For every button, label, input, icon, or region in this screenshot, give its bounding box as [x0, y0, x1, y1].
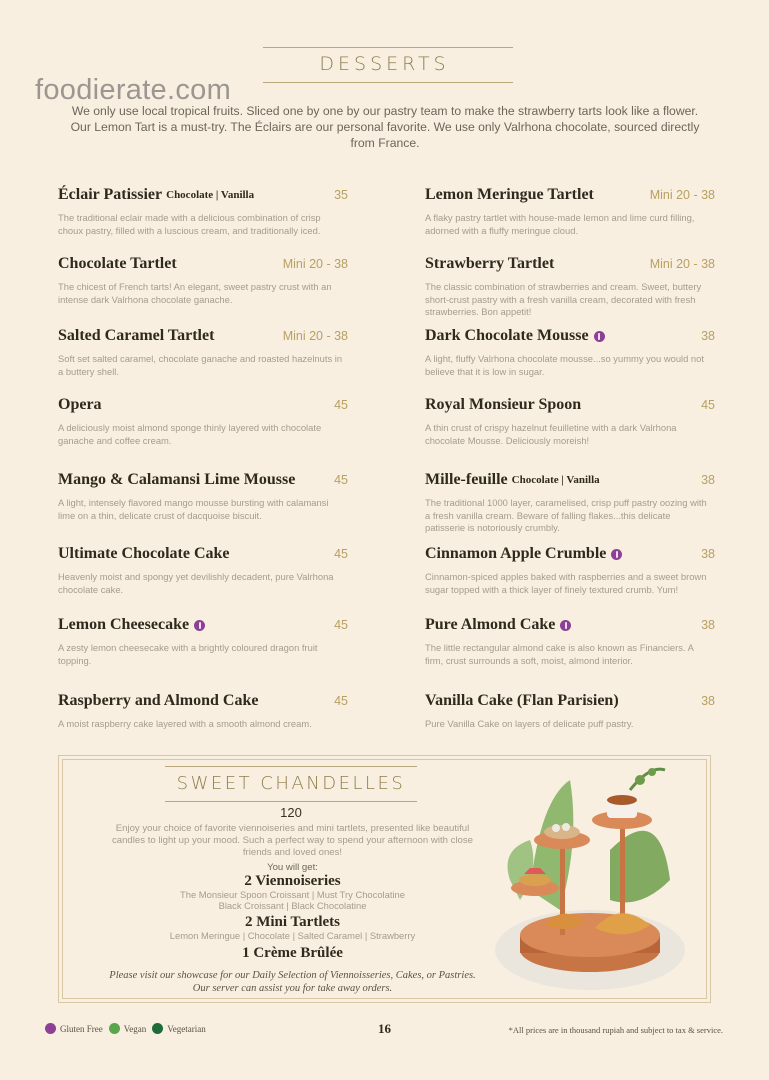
item-name: Lemon Cheesecake: [58, 616, 190, 633]
item-description: The little rectangular almond cake is also known as Financiers. A firm, crust surrounds a soft, moist, almond interior.: [425, 642, 694, 666]
menu-item: [58, 255, 348, 306]
gluten-free-icon: [194, 620, 205, 631]
item-variant: Chocolate | Vanilla: [511, 474, 600, 486]
chandelles-rule-bottom: [165, 801, 417, 802]
item-variant: Chocolate | Vanilla: [166, 189, 255, 201]
title-rule-bottom: [263, 82, 513, 83]
item-description: Pure Vanilla Cake on layers of delicate puff pastry.: [425, 718, 634, 729]
gluten-free-icon: [611, 549, 622, 560]
item-description: A deliciously moist almond sponge thinly layered with chocolate ganache and coffee cream.: [58, 422, 322, 446]
pastry-stand-illustration: [490, 760, 700, 1000]
menu-item: [58, 186, 348, 237]
showcase-note-line-1: Please visit our showcase for our Daily Selection of Viennoisseries, Cakes, or Pastries.: [109, 970, 476, 981]
chandelles-price: 120: [280, 805, 302, 820]
menu-item: [58, 692, 348, 731]
item-name: Chocolate Tartlet: [58, 255, 177, 272]
menu-item: [425, 327, 715, 378]
menu-item: [425, 471, 715, 535]
item-price: 45: [334, 473, 348, 487]
showcase-note: [90, 969, 495, 995]
item-price: 38: [701, 329, 715, 343]
page-number: 16: [378, 1021, 391, 1036]
legend-label: Vegan: [123, 1023, 147, 1034]
menu-item: [58, 327, 348, 378]
chandelles-viennoiseries-options-1: The Monsieur Spoon Croissant | Must Try Chocolatine: [180, 889, 405, 900]
legend-label: Vegetarian: [167, 1023, 206, 1034]
showcase-note-line-2: Our server can assist you for take away orders.: [192, 983, 393, 994]
item-name: Lemon Meringue Tartlet: [425, 186, 594, 203]
menu-item: [58, 616, 348, 667]
menu-item: [58, 545, 348, 596]
item-description: A flaky pastry tartlet with house-made lemon and lime curd filling, adorned with a fluffy meringue cloud.: [425, 212, 695, 236]
item-description: The traditional eclair made with a delicious combination of crisp choux pastry, filled with a luscious cream, and traditionally iced.: [58, 212, 321, 236]
item-name: Raspberry and Almond Cake: [58, 692, 259, 709]
chandelles-creme-brulee-heading: 1 Crème Brûlée: [242, 945, 343, 961]
section-title: DESSERTS: [319, 53, 450, 75]
gluten-free-icon: [560, 620, 571, 631]
item-price: 38: [701, 547, 715, 561]
chandelles-you-get: You will get:: [267, 862, 318, 873]
chandelles-tartlets-options: Lemon Meringue | Chocolate | Salted Caramel | Strawberry: [169, 930, 416, 941]
item-description: A light, fluffy Valrhona chocolate mousse...so yummy you would not believe that it is low in sugar.: [425, 353, 704, 377]
chandelles-viennoiseries-options-2: Black Croissant | Black Chocolatine: [218, 900, 367, 911]
chandelles-tartlets-heading: 2 Mini Tartlets: [244, 914, 340, 930]
item-price: 45: [334, 398, 348, 412]
item-description: A zesty lemon cheesecake with a brightly coloured dragon fruit topping.: [58, 642, 318, 666]
legend-label: Gluten Free: [60, 1023, 103, 1034]
item-name: Opera: [58, 396, 102, 413]
item-price: 38: [701, 618, 715, 632]
item-price: 38: [701, 694, 715, 708]
menu-item: [425, 545, 715, 596]
menu-item: [425, 186, 715, 237]
item-price: Mini 20 - 38: [649, 257, 715, 271]
item-description: Soft set salted caramel, chocolate ganache and roasted hazelnuts in a buttery shell.: [58, 353, 343, 377]
item-name: Vanilla Cake (Flan Parisien): [425, 692, 619, 709]
title-rule-top: [263, 47, 513, 48]
item-name: Ultimate Chocolate Cake: [58, 545, 230, 562]
item-name: Salted Caramel Tartlet: [58, 327, 215, 344]
watermark: foodierate.com: [35, 74, 232, 106]
menu-item: [425, 692, 715, 731]
chandelles-title: SWEET CHANDELLES: [176, 773, 406, 794]
item-description: Heavenly moist and spongy yet devilishly decadent, pure Valrhona chocolate cake.: [58, 571, 334, 595]
chandelles-description: Enjoy your choice of favorite viennoiseries and mini tartlets, presented like beautiful candles to light up your mood. Such a perfect way to spend your afternoon with close friends and loved ones!: [111, 823, 474, 858]
item-name: Pure Almond Cake: [425, 616, 556, 633]
item-price: Mini 20 - 38: [649, 188, 715, 202]
item-price: 35: [334, 188, 348, 202]
item-name: Cinnamon Apple Crumble: [425, 545, 607, 562]
gluten-free-icon: [594, 331, 605, 342]
item-description: The traditional 1000 layer, caramelised, crisp puff pastry oozing with a fresh vanilla cream. Beware of falling flakes...this delicate patisserie is notoriously crumbly.: [425, 497, 707, 533]
item-price: 38: [701, 473, 715, 487]
item-description: The classic combination of strawberries and cream. Sweet, buttery short-crust pastry with a fresh vanilla cream, decorated with fresh strawberries. Bon appetit!: [425, 281, 702, 317]
item-description: A light, intensely flavored mango mousse bursting with calamansi lime on a thin, delicate crust of dacquoise biscuit.: [58, 497, 329, 521]
item-description: Cinnamon-spiced apples baked with raspberries and a sweet brown sugar topped with a thick layer of finely textured crumb. Yum!: [425, 571, 707, 595]
item-price: Mini 20 - 38: [282, 329, 348, 343]
item-name: Royal Monsieur Spoon: [425, 396, 582, 413]
chandelles-viennoiseries-heading: 2 Viennoiseries: [244, 873, 341, 889]
item-description: The chicest of French tarts! An elegant, sweet pastry crust with an intense dark Valrhona chocolate ganache.: [58, 281, 332, 305]
item-name: Éclair Patissier: [58, 186, 163, 203]
item-name: Strawberry Tartlet: [425, 255, 555, 272]
menu-item: [425, 396, 715, 447]
item-name: Mille-feuille: [425, 471, 508, 488]
menu-item: [58, 396, 348, 447]
item-price: 45: [334, 618, 348, 632]
menu-item: [425, 255, 715, 319]
item-name: Dark Chocolate Mousse: [425, 327, 589, 344]
section-intro: We only use local tropical fruits. Sliced one by one by our pastry team to make the strawberry tarts look like a flower. Our Lemon Tart is a must-try. The Éclairs are our personal favorite. We use only Valrhona chocolate, sourced directly from France.: [70, 104, 700, 150]
item-price: 45: [701, 398, 715, 412]
menu-item: [425, 616, 715, 667]
item-name: Mango & Calamansi Lime Mousse: [58, 471, 296, 488]
item-price: 45: [334, 694, 348, 708]
price-disclaimer: *All prices are in thousand rupiah and subject to tax & service.: [508, 1025, 723, 1035]
item-price: 45: [334, 547, 348, 561]
menu-item: [58, 471, 348, 522]
item-description: A thin crust of crispy hazelnut feuilletine with a dark Valrhona chocolate Mousse. Deliciously moreish!: [425, 422, 677, 446]
chandelles-rule-top: [165, 766, 417, 767]
item-price: Mini 20 - 38: [282, 257, 348, 271]
item-description: A moist raspberry cake layered with a smooth almond cream.: [58, 718, 312, 729]
